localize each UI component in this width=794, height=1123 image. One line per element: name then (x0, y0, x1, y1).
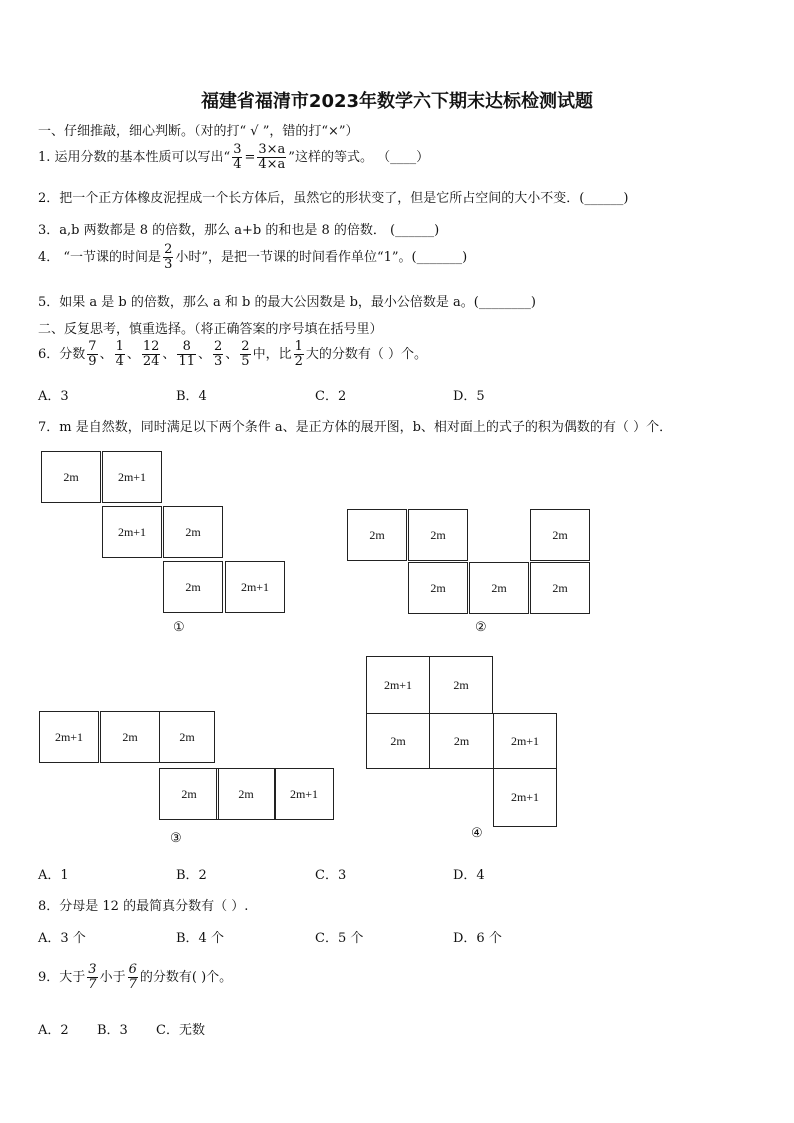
q6-sep: 、 (225, 347, 239, 362)
q9-f1-num: 3 (88, 962, 97, 977)
q9-f2-num: 6 (128, 962, 137, 977)
net1-face: 2m (41, 451, 101, 503)
net2-face: 2m (530, 562, 590, 614)
q6-f4-num: 8 (177, 340, 196, 355)
net3-face: 2m (100, 711, 160, 763)
page-title: 福建省福清市2023年数学六下期末达标检测试题 (200, 91, 594, 112)
q9-suffix: 的分数有( )个。 (139, 970, 233, 985)
net4-face: 2m+1 (366, 656, 430, 714)
q1-f2-denominator: 4×a (258, 157, 286, 172)
net3-face: 2m+1 (39, 711, 99, 763)
q1-fraction-right (257, 143, 286, 172)
q1-suffix: ”这样的等式。 （____） (288, 150, 430, 165)
q8-option-a[interactable]: A．3 个 (38, 931, 86, 946)
q6-fraction-5 (213, 340, 223, 369)
net2-face: 2m (530, 509, 590, 561)
q6-option-b[interactable]: B．4 (176, 389, 207, 404)
net2-face: 2m (408, 562, 468, 614)
q6-sep: 、 (126, 347, 140, 362)
q8-option-b[interactable]: B．4 个 (176, 931, 224, 946)
q6-fraction-1 (87, 340, 97, 369)
net1-face: 2m+1 (225, 561, 285, 613)
net4-caption: ④ (471, 826, 483, 841)
net1-caption: ① (173, 620, 185, 635)
q6-option-a[interactable]: A．3 (38, 389, 69, 404)
q6-f1-den: 9 (88, 354, 97, 369)
q1-prefix: 1. 运用分数的基本性质可以写出“ (38, 150, 231, 165)
q4-denominator: 3 (164, 257, 173, 272)
q6-f3-num: 12 (142, 339, 160, 354)
net2-caption: ② (475, 620, 487, 635)
net1-face: 2m+1 (102, 506, 162, 558)
q4-fraction (163, 243, 173, 272)
q6-f3-den: 24 (142, 354, 160, 369)
q7-option-b[interactable]: B．2 (176, 868, 207, 883)
net3-face: 2m+1 (274, 768, 334, 820)
net4-face: 2m+1 (493, 713, 557, 769)
q4-prefix: 4． “一节课的时间是 (38, 250, 162, 265)
net1-face: 2m (163, 561, 223, 613)
q6-option-d[interactable]: D．5 (453, 389, 485, 404)
q6-option-c[interactable]: C．2 (315, 389, 347, 404)
question-2: 2．把一个正方体橡皮泥捏成一个长方体后，虽然它的形状变了，但是它所占空间的大小不变．(______) (38, 191, 629, 206)
q9-prefix: 9．大于 (38, 970, 86, 985)
net4-face: 2m (429, 713, 494, 769)
q6-cmp-num: 1 (294, 339, 303, 354)
q9-f2-den: 7 (128, 977, 137, 992)
q6-fraction-4 (177, 340, 196, 369)
net1-face: 2m (163, 506, 223, 558)
q1-equals: = (244, 150, 256, 165)
q7-option-a[interactable]: A．1 (38, 868, 69, 883)
net4-face: 2m+1 (493, 768, 557, 827)
net4-face: 2m (366, 713, 430, 769)
q6-f5-den: 3 (214, 354, 223, 369)
q1-f1-numerator: 3 (233, 142, 242, 157)
q6-f6-den: 5 (241, 354, 250, 369)
q6-f6-num: 2 (241, 339, 250, 354)
q9-middle: 小于 (99, 970, 126, 985)
question-4 (38, 243, 467, 272)
question-3: 3．a,b 两数都是 8 的倍数，那么 a+b 的和也是 8 的倍数． (______) (38, 223, 440, 238)
net3-face: 2m (159, 711, 215, 763)
question-9 (38, 963, 232, 992)
q6-fraction-6 (240, 340, 250, 369)
q6-middle: 中，比 (252, 347, 292, 362)
q6-f2-num: 1 (115, 339, 124, 354)
q9-fraction-lower (87, 963, 97, 992)
section-1-heading: 一、仔细推敲，细心判断。（对的打“ √ ”，错的打“×”） (38, 124, 359, 139)
q6-compare-fraction (294, 340, 304, 369)
q1-fraction-left (232, 143, 242, 172)
section-2-heading: 二、反复思考，慎重选择。（将正确答案的序号填在括号里） (38, 322, 383, 337)
q6-f2-den: 4 (115, 354, 124, 369)
q6-sep: 、 (197, 347, 211, 362)
q9-option-c[interactable]: C．无数 (156, 1023, 205, 1038)
q9-fraction-upper (128, 963, 138, 992)
net2-face: 2m (408, 509, 468, 561)
question-1 (38, 143, 429, 172)
net1-face: 2m+1 (102, 451, 162, 503)
q6-f4-den: 11 (178, 354, 195, 369)
q9-option-b[interactable]: B．3 (97, 1023, 128, 1038)
q6-sep: 、 (99, 347, 113, 362)
q4-suffix: 小时”，是把一节课的时间看作单位“1”。(_______) (175, 250, 468, 265)
net4-face: 2m (429, 656, 493, 714)
q7-option-c[interactable]: C．3 (315, 868, 347, 883)
net2-face: 2m (347, 509, 407, 561)
net3-face: 2m (159, 768, 219, 820)
question-7: 7．m 是自然数，同时满足以下两个条件 a、是正方体的展开图，b、相对面上的式子的积为偶数的有（ ）个． (38, 420, 673, 435)
net3-face: 2m (216, 768, 276, 820)
q7-option-d[interactable]: D．4 (453, 868, 485, 883)
question-8: 8．分母是 12 的最简真分数有（ ）. (38, 899, 249, 914)
net3-caption: ③ (170, 831, 182, 846)
q6-fraction-2 (115, 340, 125, 369)
q6-sep: 、 (162, 347, 176, 362)
q6-fraction-3 (142, 340, 161, 369)
q8-option-c[interactable]: C．5 个 (315, 931, 364, 946)
question-5: 5．如果 a 是 b 的倍数，那么 a 和 b 的最大公因数是 b，最小公倍数是 a。(________) (38, 295, 536, 310)
q6-f5-num: 2 (214, 339, 223, 354)
q6-cmp-den: 2 (294, 354, 303, 369)
q4-numerator: 2 (164, 242, 173, 257)
net2-face: 2m (469, 562, 529, 614)
q1-f1-denominator: 4 (233, 157, 242, 172)
q6-suffix: 大的分数有（ ）个。 (305, 347, 428, 362)
q9-option-a[interactable]: A．2 (38, 1023, 69, 1038)
q9-f1-den: 7 (88, 977, 97, 992)
q8-option-d[interactable]: D．6 个 (453, 931, 502, 946)
q6-prefix: 6．分数 (38, 347, 86, 362)
q6-f1-num: 7 (88, 339, 97, 354)
question-6 (38, 340, 427, 369)
q1-f2-numerator: 3×a (258, 142, 286, 157)
